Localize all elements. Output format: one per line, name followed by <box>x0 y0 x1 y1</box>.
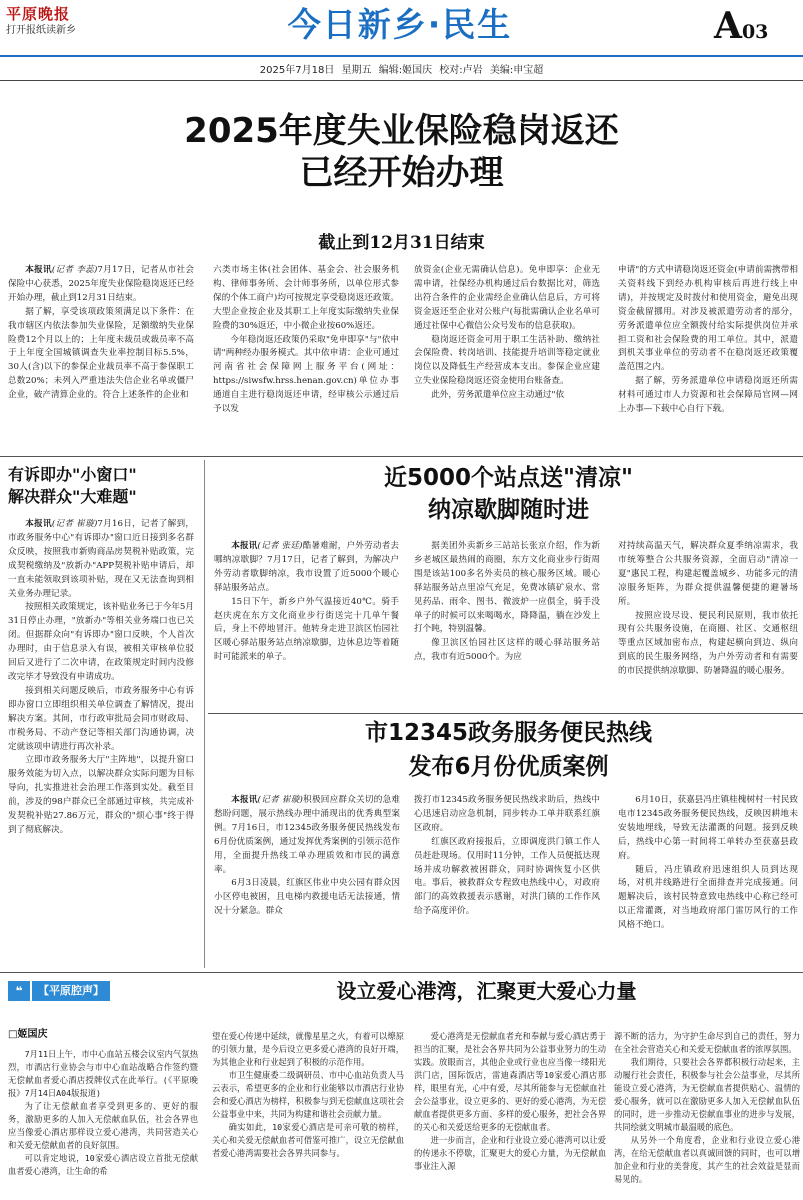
article1-col3-text: 放资金(企业无需确认信息)。免申即享：企业无需申请，社保经办机构通过后台数据比对，筛选出符合条件的企业需经企业确认信息后，方可将资金返还至企业对公账户(每批需确认企业名单可通过社保中心微信公众号发布的信息获取)。 <box>414 265 600 331</box>
article4-col1-text: 积极回应群众关切的急难愁盼问题，展示热线办理中涌现出的优秀典型案例。7月16日，市12345政务服务便民热线发布6月份优质案例，通过发挥优秀案例的引领示范作用，全面提升热线工单办理质效和市民的满意率。 <box>214 795 400 875</box>
article1-col4-p2: 据了解，劳务派遣单位申请稳岗返还所需材料可通过市人力资源和社会保障局官网—网上办事—下载中心自行下载。 <box>618 376 798 415</box>
article1-column-4 <box>618 264 798 454</box>
article5-column-1 <box>8 1048 198 1198</box>
article1-headline <box>0 110 803 194</box>
article1-col4-text: 申请"的方式申请稳岗返还资金(申请前需携带相关资料线下到经办机构审核后再进行线上申请)，并按规定及时拨付和使用资金，避免出现资金截留挪用。对涉及被派遣劳动者的部分，劳务派遣单位应全额拨付给实际提供岗位并承担工资和社会保险费的用工单位。其中，派遣到机关事业单位的劳动者不在稳岗返还政策覆盖范围之内。 <box>618 265 798 373</box>
article3-col3-p2: 按照应设尽设、便民利民原则，我市依托现有公共服务设施，在商圈、社区、交通枢纽等重点区域加密布点，构建起横向到边、纵向到底的民生服务网络，为户外劳动者和有需要的市民提供纳凉歇脚、防暑降温的暖心服务。 <box>618 610 798 677</box>
speech-bubble-icon: ❝ <box>8 981 30 1001</box>
article5-column-3 <box>414 1030 606 1198</box>
article4-col3-text: 6月10日，获嘉县冯庄镇桂槐树村一村民致电市12345政务服务便民热线，反映因耕地未安装地埋线，导致无法灌溉的问题。接到反映后，热线中心第一时间将工单转办至获嘉县政府。 <box>618 795 798 861</box>
article1-col3-p2: 稳岗返还资金可用于职工生活补助、缴纳社会保险费、转岗培训、技能提升培训等稳定就业岗位以及降低生产经营成本支出。参保企业应建立失业保险稳岗返还资金使用台账备查。 <box>414 334 600 387</box>
article2-body <box>8 518 194 966</box>
article1-column-2 <box>213 264 399 454</box>
logo-tagline: 打开报纸读新乡 <box>6 25 76 36</box>
article2-p3: 接到相关问题反映后，市政务服务中心有诉即办窗口立即组织相关单位调查了解情况，提出解决方案。其间，市行政审批局会同市财政局、市税务局、不动产登记等相关部门沟通协调，决定就该项申请进行再次补录。 <box>8 685 194 752</box>
issue-proof: 校对:卢岩 <box>439 65 483 76</box>
article3-byline: 本报讯 <box>231 541 258 551</box>
article3-col2-p2: 像卫滨区怡园社区这样的暖心驿站服务站点，我市有近5000个。为应 <box>414 638 600 663</box>
article4-reporter: (记者 崔璇) <box>257 795 303 805</box>
article5-col1-text: 7月11日上午，市中心血站五楼会议室内气氛热烈，市酒店行业协会与市中心血站战略合作签约暨无偿献血者爱心酒店授牌仪式在此举行。(《平原晚报》7月14日A04版报道) <box>8 1049 198 1098</box>
article5-column-2 <box>212 1030 404 1198</box>
logo-text: 平原晚报 <box>6 5 71 23</box>
article5-headline: 设立爱心港湾，汇聚更大爱心力量 <box>336 979 637 1003</box>
article5-col3-text: 爱心港湾是无偿献血者充和奉献与爱心酒店勇于担当的汇聚，是社会各界共同为公益事业努力的生动实践。放眼而言，其他企业或行业也应当像一缕阳光洪门店，国际饭店，雷迪森酒店等10家爱心酒店那样，眼里有光，心中有爱，尽其所能参与无偿献血社会公益事业，设立更多的、更好的爱心港湾，为无偿献血者提供更多方面、多样的爱心服务，把社会各界的关心和关爱送给更多的无偿献血者。 <box>414 1031 606 1132</box>
article4-col1-p2: 6月3日凌晨，红旗区伟业中央公园有群众因小区停电被困，且电梯内救援电话无法接通，情况十分紧急。群众 <box>214 878 400 917</box>
column-name: 【平原腔声】 <box>32 981 110 1001</box>
issue-editor: 编辑:姬国庆 <box>378 65 433 76</box>
article1-col3-p3: 此外，劳务派遣单位应主动通过"依 <box>431 390 565 401</box>
page-letter: A <box>714 5 742 47</box>
article2-p4: 立即市政务服务大厅"主阵地"，以提升窗口服务效能为切入点，以解决群众实际问题为目标导向，扎实推进社会治理工作落到实处。截至目前，涉及的98户群众已全部通过审核，共完成补发契税补贴27.86万元，群众的"烦心事"终于得到了彻底解决。 <box>8 755 194 835</box>
article5-col2-p3: 确实如此，10家爱心酒店是可亲可敬的榜样，关心和关爱无偿献血者可借鉴可推广，设立无偿献血者爱心港湾需要社会各界共同参与。 <box>212 1122 404 1158</box>
issue-date: 2025年7月18日 <box>259 65 335 76</box>
section-title: 今日新乡·民生 <box>287 5 513 44</box>
article1-column-3 <box>414 264 600 454</box>
issue-design: 美编:申宝超 <box>489 65 544 76</box>
meta-rule <box>0 80 803 81</box>
article5-col1-p2: 为了让无偿献血者享受到更多的、更好的服务，激励更多的人加入无偿献血队伍，社会各界也应当像爱心酒店那样设立爱心港湾，共同营造关心和关爱无偿献血者的良好氛围。 <box>8 1101 198 1150</box>
article1-title-line2: 已经开始办理 <box>299 153 504 193</box>
article3-divider <box>208 713 803 714</box>
article5-author: □姬国庆 <box>8 1029 48 1040</box>
article1-byline: 本报讯 <box>25 265 52 275</box>
article4-headline <box>214 716 803 784</box>
article3-col2-text: 据美团外卖新乡三站站长张京介绍，作为新乡老城区最热闹的商圈，东方文化商业步行街周围是该站100多名外卖员的核心服务区域。暖心驿站服务站点里凉气充足，免费冰镇矿泉水、常见药品、雨伞、图书、微波炉一应俱全，骑手没单子的时候可以来喝喝水，降降温，躺在沙发上打个盹，特别温馨。 <box>414 541 600 635</box>
article4-col2-p2: 红旗区政府接报后，立即调度洪门镇工作人员赶赴现场。仅用时11分钟，工作人员便抵达现场并成功解救被困群众，同时协调恢复小区供电。事后，被救群众专程致电热线中心，对政府部门的高效救援表示感谢，对洪门镇的工作作风给予高度评价。 <box>414 836 600 917</box>
article3-title-line2: 纳凉歇脚随时进 <box>428 497 589 523</box>
article1-col1-text: 7月17日，记者从市社会保险中心获悉，2025年度失业保险稳岗返还已经开始办理，截止到12月31日结束。 <box>8 265 194 303</box>
page-number <box>714 6 800 46</box>
article3-title-line1: 近5000个站点送"清凉" <box>384 465 633 491</box>
article3-col1-text: 酷暑难耐，户外劳动者去哪纳凉歇脚？7月17日，记者了解到，为解决户外劳动者歇脚纳凉，我市设置了近5000个暖心驿站服务站点。 <box>214 541 399 593</box>
article4-title-line2: 发布6月份优质案例 <box>408 754 609 780</box>
page-num: 03 <box>741 21 769 43</box>
article4-col3-p2: 随后，冯庄镇政府迅速组织人员到达现场，对机井线路进行全面排查并完成接通。问题解决后，该村民特意致电热线中心称已经可以正常灌溉，对当地政府部门雷厉风行的工作风格不绝口。 <box>618 864 798 931</box>
article2-p2: 按照相关政策规定，该补贴业务已于今年5月31日停止办理，"放新办"等相关业务端口也已关闭。但据群众向"有诉即办"窗口反映，个人首次办理时，由于信息录入有误，被相关审核单位驳回后又进行了二次申请，在政策规定时间内没修改完毕才导致没有申请成功。 <box>8 602 194 682</box>
article4-column-1 <box>214 794 400 966</box>
article3-column-2 <box>414 540 600 710</box>
article3-column-3 <box>618 540 798 710</box>
article3-headline <box>214 462 803 526</box>
article2-reporter: (记者 崔璇) <box>51 519 98 529</box>
article4-byline: 本报讯 <box>231 795 258 805</box>
article3-col1-p2: 15日下午，新乡户外气温接近40℃。骑手赵庆虎在东方文化商业步行街送完十几单午餐后，身上不停地冒汗。他转身走进卫滨区怡园社区暖心驿站服务站点纳凉歇脚，边休息边等着随时可能派来的单子。 <box>214 596 399 663</box>
article2-title-line2: 解决群众"大难题" <box>8 487 137 506</box>
column-band-rule <box>0 972 803 973</box>
article5-col4-p3: 从另外一个角度看，企业和行业设立爱心港湾，在给无偿献血者以真诚回馈的同时，也可以增加企业和行业的美誉度，其产生的社会效益是显而易见的。 <box>614 1135 800 1184</box>
article5-col4-p2: 我们期待，只要社会各界都积极行动起来，主动履行社会责任，积极参与社会公益事业，尽其所能设立爱心港湾，为无偿献血者提供贴心、温情的爱心服务，就可以在激励更多人加入无偿献血队伍的同时，进一步推动无偿献血事业的进步与发展，共同绘就文明城市最温暖的底色。 <box>614 1057 800 1132</box>
article5-col2-text: 望在爱心传递中延续，就像星星之火，有着可以燎原的引领力量，是今后设立更多爱心港湾的良好开端，为其他企业和行业起到了积极的示范作用。 <box>212 1031 404 1067</box>
article5-col4-text: 源不断的活力，为守护生命尽到自己的责任，努力在全社会营造关心和关爱无偿献血者的浓厚氛围。 <box>614 1031 800 1054</box>
column-label <box>8 980 158 1000</box>
left-column-divider <box>204 460 205 968</box>
article2-headline <box>8 464 198 508</box>
article1-title-line1: 2025年度失业保险稳岗返还 <box>184 111 619 151</box>
article5-col3-p2: 进一步而言，企业和行业设立爱心港湾可以让爱的传递永不停歇，汇聚更大的爱心力量，为无偿献血事业注入源 <box>414 1135 606 1171</box>
article1-col2-text: 六类市场主体(社会团体、基金会、社会服务机构、律师事务所、会计师事务所，以单位形式参保的个体工商户)均可按规定享受稳岗返还政策。大型企业按企业及其职工上年度实际缴纳失业保险费的30%返还，中小微企业按60%返还。 <box>213 265 399 331</box>
article1-column-1 <box>8 264 194 454</box>
article1-divider <box>0 456 803 457</box>
article5-col2-p2: 市卫生健康委二级调研员、市中心血站负责人马云表示，希望更多的企业和行业能够以市酒店行业协会和爱心酒店为榜样，积极参与到无偿献血这项社会公益事业中来，共同为构建和谐社会贡献力量。 <box>212 1070 404 1119</box>
article4-title-line1: 市12345政务服务便民热线 <box>364 720 653 746</box>
article1-col1-p2: 据了解，享受该项政策须满足以下条件：在我市辖区内依法参加失业保险，足额缴纳失业保险费12个月以上的；上年度未裁员或裁员率不高于上年度全国城镇调查失业率控制目标5.5%，30人(含)以下的参保企业裁员率不高于参保职工总数20%；未列入严重违法失信企业名单或僵尸企业，破产清算企业的。符合上述条件的企业和 <box>8 306 194 401</box>
article1-col2-p2: 今年稳岗返还政策仍采取"免申即享"与"依申请"两种经办服务模式。其中依申请：企业可通过河南省社会保障网上服务平台(网址：https://siwsfw.hrss.henan.gov.cn)单位办事通道自主进行稳岗返还申请，经审核公示通过后予以发 <box>213 334 399 415</box>
article3-reporter: (记者 张廷) <box>257 541 303 551</box>
issue-meta <box>0 61 803 75</box>
article2-p1: 7月16日，记者了解到，市政务服务中心"有诉即办"窗口近日接到多名群众反映，按照我市新购商品房契税补贴政策，完成契税缴纳及"放新办"APP契税补贴申请后，却一直未能领取到该项补贴，现在又无法查询到相关业务办理记录。 <box>8 519 194 599</box>
article3-col3-text: 对持续高温天气，解决群众夏季纳凉需求，我市统筹整合公共服务资源，全面启动"清凉一夏"惠民工程，构建起覆盖城乡、功能多元的清凉服务矩阵，为群众提供温馨便捷的避暑场所。 <box>618 541 798 607</box>
article1-reporter: (记者 李蕊) <box>51 265 98 275</box>
article5-col1-p3: 可以肯定地说，10家爱心酒店设立首批无偿献血者爱心港湾，让生命的希 <box>8 1153 198 1176</box>
article4-column-3 <box>618 794 798 966</box>
article5-column-4 <box>614 1030 800 1198</box>
masthead-rule <box>0 55 803 57</box>
article1-subtitle: 截止到12月31日结束 <box>318 233 485 253</box>
article4-col2-text: 拨打市12345政务服务便民热线求助后，热线中心迅速启动应急机制，同步转办工单并联系红旗区政府。 <box>414 795 600 833</box>
article2-byline: 本报讯 <box>25 519 52 529</box>
article3-column-1 <box>214 540 399 710</box>
issue-weekday: 星期五 <box>341 65 372 76</box>
article4-column-2 <box>414 794 600 966</box>
article2-title-line1: 有诉即办"小窗口" <box>8 465 137 484</box>
newspaper-logo <box>6 4 118 48</box>
